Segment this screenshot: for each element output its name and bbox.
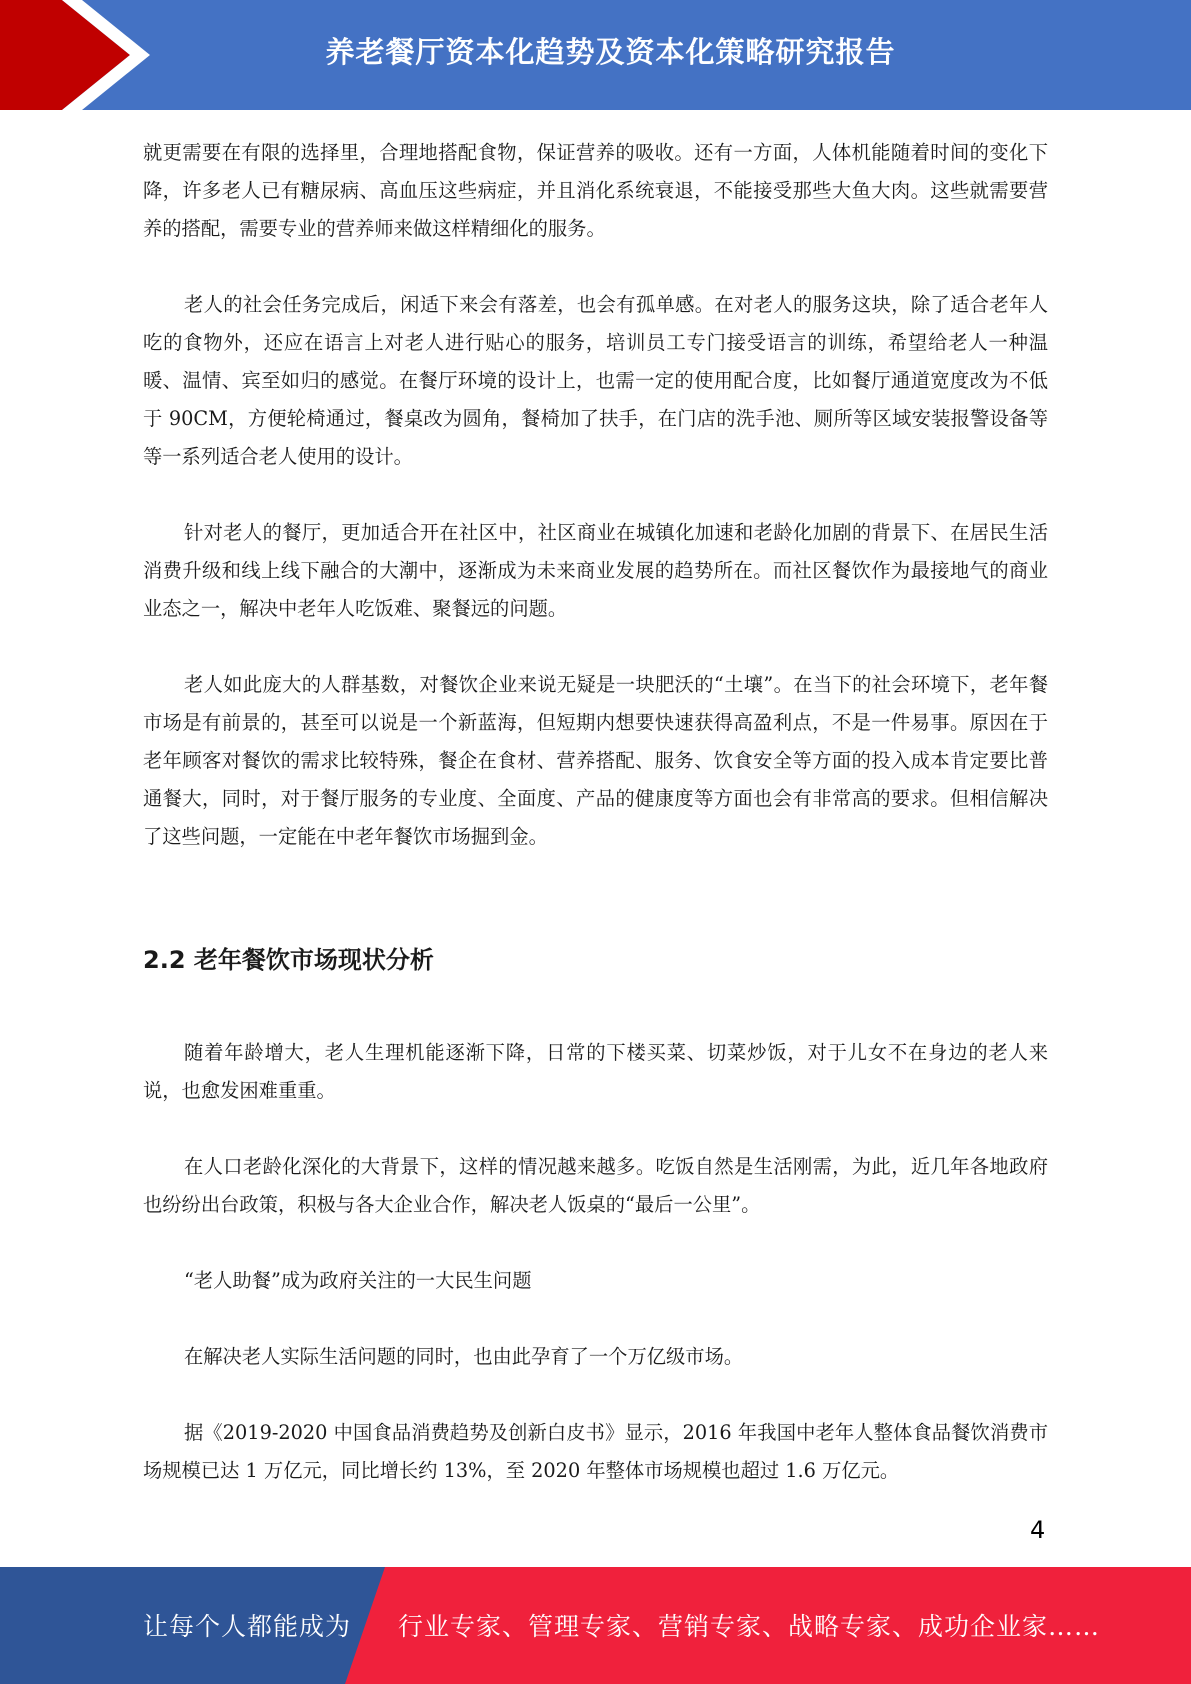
footer-slogan-left: 让每个人都能成为 [143,1612,352,1641]
paragraph: “老人助餐”成为政府关注的一大民生问题 [184,1269,532,1292]
paragraph: 在人口老龄化深化的大背景下，这样的情况越来越多。吃饭自然是生活刚需，为此，近几年各地政府也纷纷出台政策，积极与各大企业合作，解决老人饭桌的“最后一公里”。 [143,1155,1048,1216]
section-heading: 2.2 老年餐饮市场现状分析 [143,946,434,974]
body-text-bottom [143,1034,1048,1490]
paragraph: 在解决老人实际生活问题的同时，也由此孕育了一个万亿级市场。 [184,1345,744,1368]
paragraph: 针对老人的餐厅，更加适合开在社区中，社区商业在城镇化加速和老龄化加剧的背景下、在居民生活消费升级和线上线下融合的大潮中，逐渐成为未来商业发展的趋势所在。而社区餐饮作为最接地气的商业业态之一，解决中老年人吃饭难、聚餐远的问题。 [143,521,1048,620]
paragraph: 老人的社会任务完成后，闲适下来会有落差，也会有孤单感。在对老人的服务这块，除了适合老年人吃的食物外，还应在语言上对老人进行贴心的服务，培训员工专门接受语言的训练，希望给老人一种温暖、温情、宾至如归的感觉。在餐厅环境的设计上，也需一定的使用配合度，比如餐厅通道宽度改为不低于 90CM，方便轮椅通过，餐桌改为圆角，餐椅加了扶手，在门店的洗手池、厕所等区域安装报警设备等等一系列适合老人使用的设计。 [143,293,1048,468]
paragraph: 随着年龄增大，老人生理机能逐渐下降，日常的下楼买菜、切菜炒饭，对于儿女不在身边的老人来说，也愈发困难重重。 [143,1041,1048,1102]
paragraph: 老人如此庞大的人群基数，对餐饮企业来说无疑是一块肥沃的“土壤”。在当下的社会环境下，老年餐市场是有前景的，甚至可以说是一个新蓝海，但短期内想要快速获得高盈利点，不是一件易事。原因在于老年顾客对餐饮的需求比较特殊，餐企在食材、营养搭配、服务、饮食安全等方面的投入成本肯定要比普通餐大，同时，对于餐厅服务的专业度、全面度、产品的健康度等方面也会有非常高的要求。但相信解决了这些问题，一定能在中老年餐饮市场掘到金。 [143,673,1048,848]
paragraph: 据《2019-2020 中国食品消费趋势及创新白皮书》显示，2016 年我国中老年人整体食品餐饮消费市场规模已达 1 万亿元，同比增长约 13%，至 2020 年整体市场规模也超过 1.6 万亿元。 [143,1421,1048,1482]
footer-slogan-right: 行业专家、管理专家、营销专家、战略专家、成功企业家…… [398,1612,1101,1641]
report-title: 养老餐厅资本化趋势及资本化策略研究报告 [325,35,896,69]
page-header [0,0,1191,110]
paragraph: 就更需要在有限的选择里，合理地搭配食物，保证营养的吸收。还有一方面，人体机能随着时间的变化下降，许多老人已有糖尿病、高血压这些病症，并且消化系统衰退，不能接受那些大鱼大肉。这些就需要营养的搭配，需要专业的营养师来做这样精细化的服务。 [143,141,1048,240]
body-text-top [143,134,1048,856]
page-number: 4 [1030,1516,1046,1544]
page-footer [0,1567,1191,1684]
